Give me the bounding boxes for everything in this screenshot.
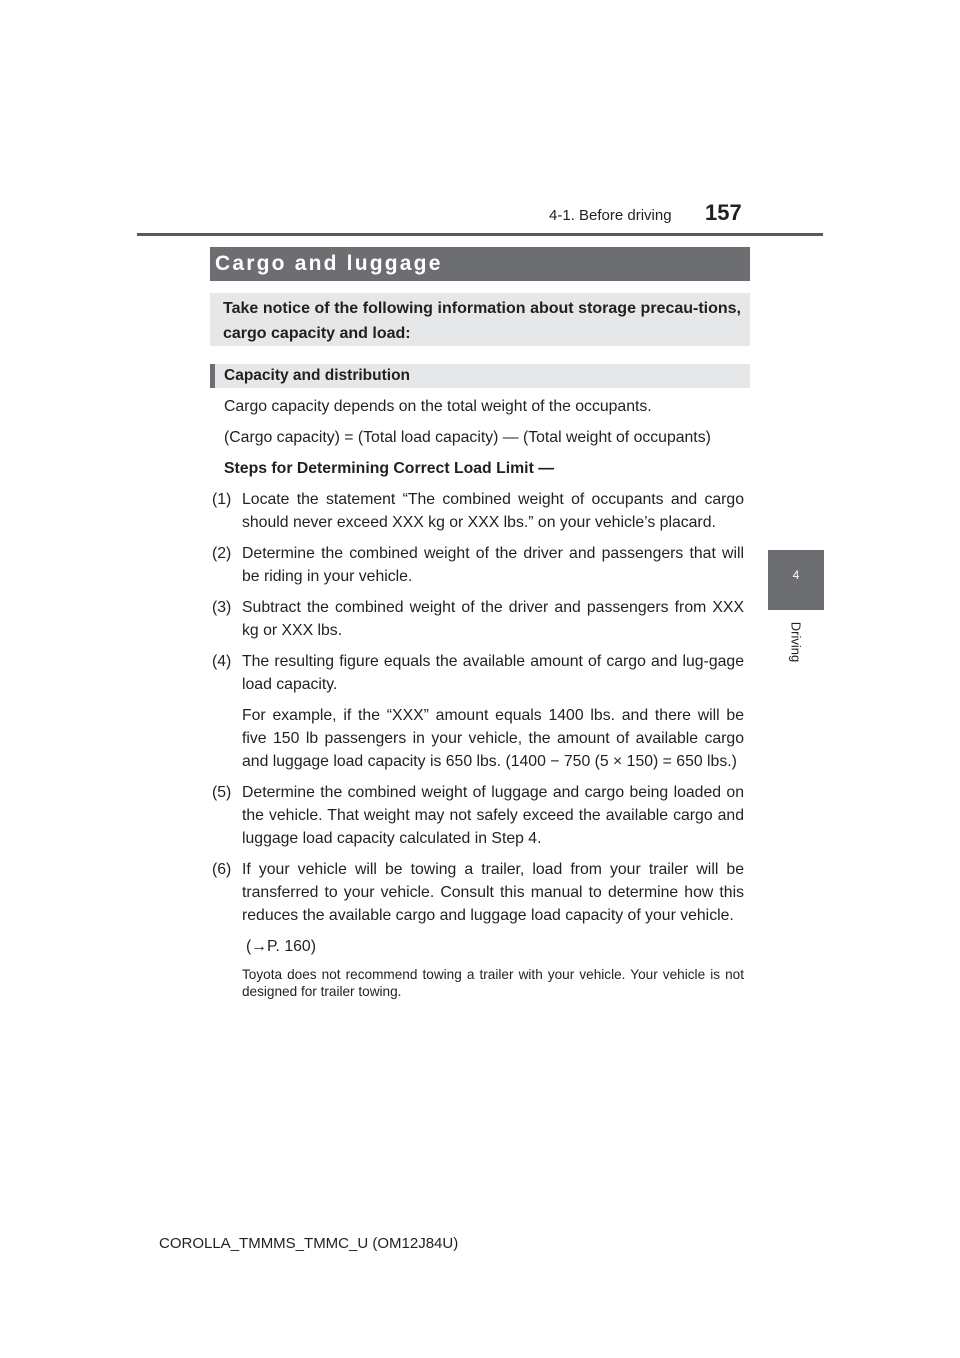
step-text: The resulting figure equals the available amount of cargo and lug-gage load capacity. (242, 653, 744, 693)
paragraph-formula: (Cargo capacity) = (Total load capacity) — (Total weight of occupants) (224, 429, 711, 446)
step-item (212, 542, 744, 588)
header-section-title: 4-1. Before driving (549, 207, 672, 224)
step-text: Locate the statement “The combined weight of occupants and cargo should never exceed XXX kg or XXX lbs.” on your vehicle’s placard. (242, 491, 744, 531)
chapter-tab (768, 550, 824, 610)
towing-note: Toyota does not recommend towing a trailer with your vehicle. Your vehicle is not designed for trailer towing. (242, 967, 744, 999)
step-number: (2) (212, 545, 232, 562)
page-number: 157 (705, 200, 742, 225)
footer-document-code: COROLLA_TMMMS_TMMC_U (OM12J84U) (159, 1235, 459, 1252)
step-text: Subtract the combined weight of the driver and passengers from XXX kg or XXX lbs. (242, 599, 744, 639)
step-4-example: For example, if the “XXX” amount equals 1400 lbs. and there will be five 150 lb passengers in your vehicle, the amount of available cargo and luggage load capacity is 650 lbs. (1400 − 750 (5 × 150) = 650 lbs.) (242, 707, 744, 770)
step-item (212, 650, 744, 696)
subheading-bar (210, 364, 750, 388)
subheading-accent (210, 364, 215, 388)
intro-text: Take notice of the following information about storage precau-tions, cargo capacity and load: (223, 300, 741, 342)
paragraph-cargo-capacity: Cargo capacity depends on the total weight of the occupants. (224, 398, 652, 415)
step-text: If your vehicle will be towing a trailer, load from your trailer will be transferred to your vehicle. Consult this manual to determine how this reduces the available cargo and luggage load capacity of your vehicle. (242, 861, 744, 924)
step-item (212, 596, 744, 642)
step-number: (1) (212, 491, 232, 508)
body-content (212, 395, 744, 1000)
step-item (212, 781, 744, 850)
section-title: Cargo and luggage (215, 252, 443, 275)
step-number: (6) (212, 861, 232, 878)
step-number: (4) (212, 653, 232, 670)
chapter-tab-number: 4 (792, 568, 800, 582)
intro-box (210, 293, 750, 346)
step-number: (3) (212, 599, 232, 616)
step-text: Determine the combined weight of luggage and cargo being loaded on the vehicle. That weight may not safely exceed the available cargo and luggage load capacity calculated in Step 4. (242, 784, 744, 847)
step-item (212, 488, 744, 534)
header-divider (137, 233, 823, 236)
page-reference-link[interactable]: (→P. 160) (246, 938, 316, 955)
chapter-tab-label: Driving (788, 621, 804, 663)
step-number: (5) (212, 784, 232, 801)
step-item (212, 858, 744, 927)
subheading: Capacity and distribution (224, 367, 411, 384)
steps-heading: Steps for Determining Correct Load Limit — (224, 460, 555, 477)
section-title-bar (210, 247, 750, 281)
step-text: Determine the combined weight of the driver and passengers that will be riding in your vehicle. (242, 545, 744, 585)
